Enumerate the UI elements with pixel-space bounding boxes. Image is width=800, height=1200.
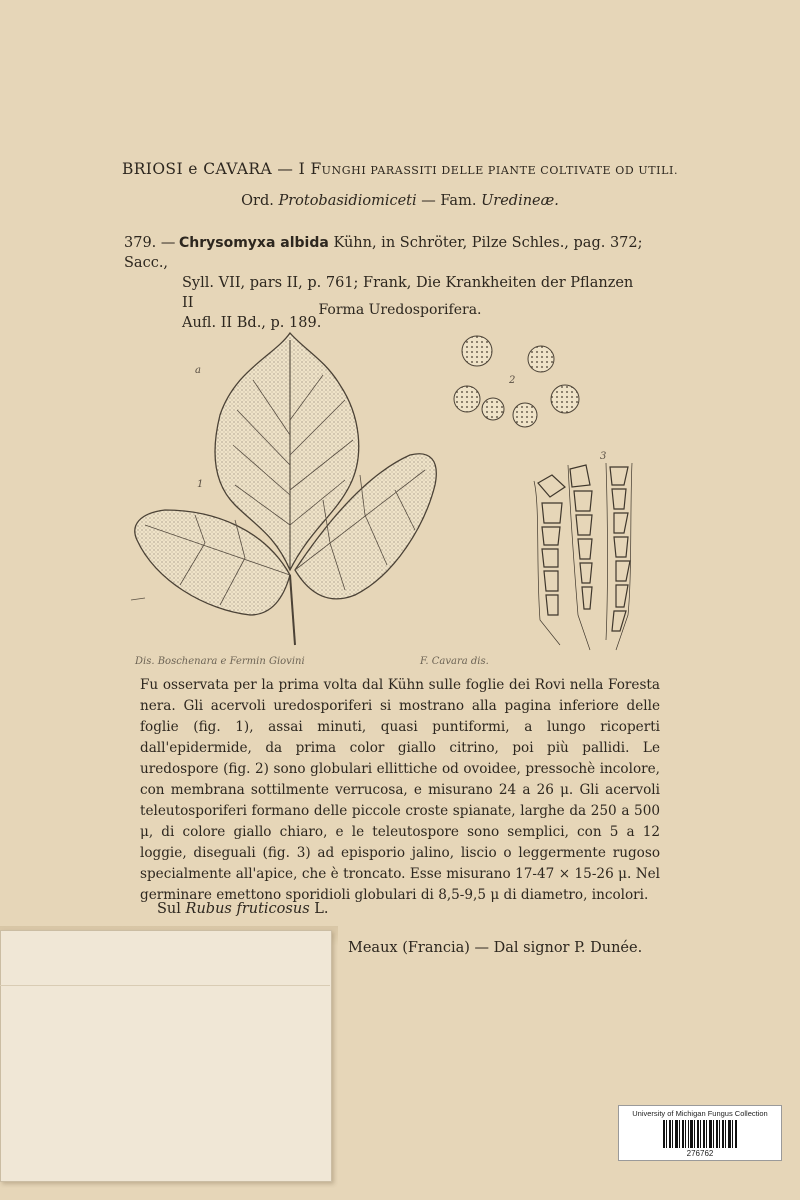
petiole: [290, 575, 295, 645]
packet-fold: [0, 985, 330, 986]
catalog-number: 276762: [686, 1149, 714, 1158]
leaf-illustration: [125, 325, 445, 655]
spore: [513, 403, 537, 427]
order-name: Protobasidiomiceti: [278, 193, 417, 209]
collection-label: [618, 1105, 782, 1161]
host-line: Sul Rubus fruticosus L.: [157, 901, 329, 917]
spore: [528, 346, 554, 372]
locality-line: Meaux (Francia) — Dal signor P. Dunée.: [348, 940, 643, 956]
series-header: BRIOSI e CAVARA — I FUNGHI PARASSITI DELLE PIANTE COLTIVATE OD UTILI.: [121, 160, 679, 178]
illustrator-caption: Dis. Boschenara e Fermin Giovini: [135, 656, 305, 667]
spore: [462, 336, 492, 366]
author-caption: F. Cavara dis.: [420, 656, 489, 667]
spore: [482, 398, 504, 420]
figure-label-3: 3: [600, 451, 607, 462]
description-paragraph: Fu osservata per la prima volta dal Kühn sulle foglie dei Rovi nella Foresta nera. Gli acervoli uredosporiferi si mostrano alla pagina inferiore delle foglie (fig. 1), assai minuti, quasi puntiformi, a lungo ricoperti dall'epidermide, da prima color giallo citrino, poi più pallidi. Le uredospore (fig. 2) sono globulari ellittiche od ovoidee, pressochè incolore, con membrana sottilmente verrucosa, e misurano 24 a 26 μ. Gli acervoli teleutosporiferi formano delle piccole croste spianate, larghe da 250 a 500 μ, di colore giallo chiaro, e le teleutospore sono semplici, con 5 a 12 loggie, diseguali (fig. 3) ad episporio jalino, liscio o leggermente rugoso specialmente all'apice, che è troncato. Esse misurano 17-47 × 15-26 μ. Nel germinare emettono sporidioli globulari di 8,5-9,5 μ di diametro, incolori.: [140, 677, 660, 903]
series-title: UNGHI PARASSITI DELLE PIANTE COLTIVATE OD UTILI.: [321, 164, 679, 177]
spore: [551, 385, 579, 413]
figure-label-2: 2: [509, 375, 516, 386]
figure-label-1: 1: [197, 479, 204, 490]
specimen-packet[interactable]: [0, 930, 332, 1182]
spore: [454, 386, 480, 412]
family-name: Uredineæ.: [481, 193, 559, 209]
series-initial: I F: [298, 160, 322, 178]
species-name: Chrysomyxa albida: [179, 235, 329, 251]
figure-label-a: a: [195, 365, 201, 376]
teleutospores-illustration: [520, 445, 660, 655]
forma-title: Forma Uredosporifera.: [318, 302, 482, 318]
host-species: Rubus fruticosus: [185, 901, 310, 917]
entry-number: 379. —: [124, 235, 176, 251]
classification-line: Ord. Protobasidiomiceti — Fam. Uredineæ.: [241, 193, 559, 209]
species-entry: 379. — Chrysomyxa albida Kühn, in Schröter, Pilze Schles., pag. 372; Sacc., Syll. VII, pars II, p. 761; Frank, Die Krankheiten der Pflanzen II Aufl. II Bd., p. 189.: [124, 235, 643, 331]
institution-name: University of Michigan Fungus Collection: [632, 1109, 768, 1118]
description-text: [140, 675, 660, 906]
uredospores-illustration: [445, 325, 595, 440]
authors: BRIOSI e CAVARA: [121, 160, 273, 178]
barcode: [663, 1120, 737, 1148]
